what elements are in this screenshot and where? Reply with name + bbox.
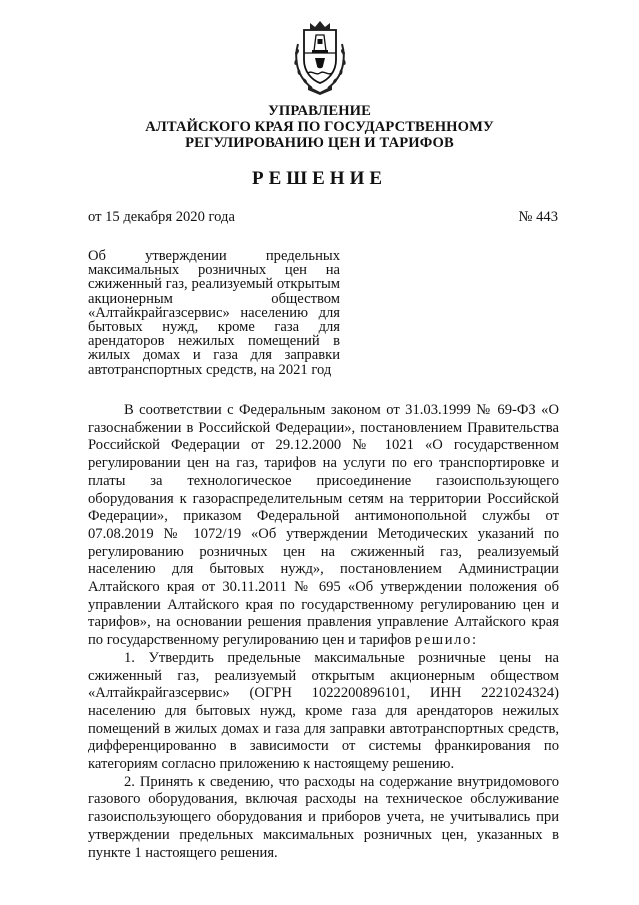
org-name-line-2: АЛТАЙСКОГО КРАЯ ПО ГОСУДАРСТВЕННОМУ xyxy=(145,119,494,135)
document-body xyxy=(88,402,559,862)
decided-word: решило: xyxy=(414,632,478,649)
document-type-title: РЕШЕНИЕ xyxy=(251,168,388,189)
document-number: № 443 xyxy=(518,209,558,225)
altai-krai-coat-of-arms-emblem xyxy=(290,20,350,96)
document-date: от 15 декабря 2020 года xyxy=(88,209,235,225)
item-1-paragraph: 1. Утвердить предельные максимальные розничные цены на сжиженный газ, реализуемый открытым акционерным обществом «Алтайкрайгазсервис» (ОГРН 1022200896101, ИНН 2221024324) населению для бытовых нужд, кроме газа для арендаторов нежилых помещений в жилых домах и газа для заправки автотранспортных средств, дифференцированно в зависимости от системы франкирования по категориям согласно приложению к настоящему решению. xyxy=(88,649,559,773)
item-2-paragraph: 2. Принять к сведению, что расходы на содержание внутридомового газового оборудования, включая расходы на техническое обслуживание газоиспользующего оборудования и приборов учета, не учитывались при утверждении предельных максимальных розничных цен, указанных в пункте 1 настоящего решения. xyxy=(88,773,559,861)
org-name-line-3: РЕГУЛИРОВАНИЮ ЦЕН И ТАРИФОВ xyxy=(185,135,454,151)
preamble-paragraph xyxy=(88,402,559,650)
preamble-text: В соответствии с Федеральным законом от 31.03.1999 № 69-ФЗ «О газоснабжении в Российской Федерации», постановлением Правительства Российской Федерации от 29.12.2000 № 1021 «О государственном регулировании цен на газ, тарифов на услуги по его транспортировке и платы за технологическое присоединение газоиспользующего оборудования к газораспределительным сетям на территории Российской Федерации», приказом Федеральной антимонопольной службы от 07.08.2019 № 1072/19 «Об утверждении Методических указаний по регулированию розничных цен на сжиженный газ, реализуемый населению для бытовых нужд», постановлением Администрации Алтайского края от 30.11.2011 № 695 «Об утверждении положения об управлении Алтайского края по государственному регулированию цен и тарифов», на основании решения правления управление Алтайского края по государственному регулированию цен и тарифов xyxy=(88,402,559,649)
org-name-line-1: УПРАВЛЕНИЕ xyxy=(268,103,371,119)
document-subject: Об утверждении предельных максимальных розничных цен на сжиженный газ, реализуемый открытым акционерным обществом «Алтайкрайгазсервис» населению для бытовых нужд, кроме газа для арендаторов нежилых помещений в жилых домах и газа для заправки автотранспортных средств, на 2021 год xyxy=(88,248,340,378)
